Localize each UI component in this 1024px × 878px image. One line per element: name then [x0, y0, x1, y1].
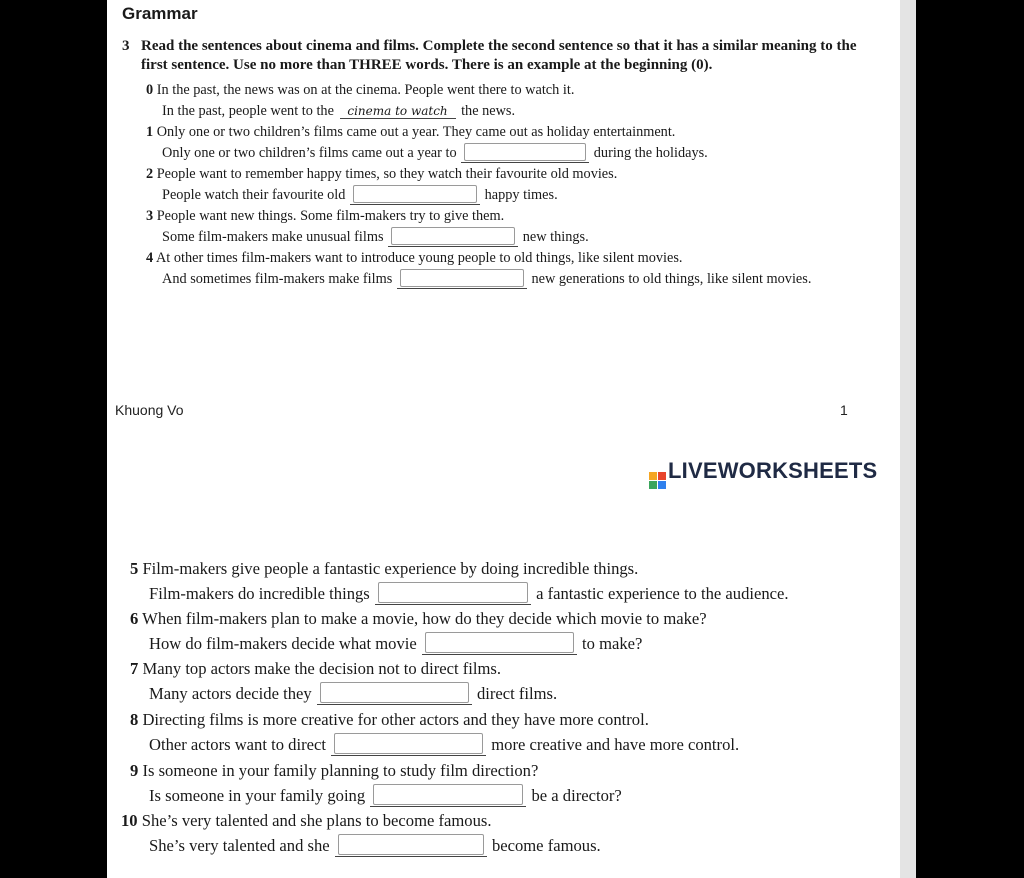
question-10 — [121, 811, 492, 831]
answer-blank-4[interactable] — [397, 271, 527, 289]
answer-input-5[interactable] — [378, 582, 528, 603]
rewrite-after: new things. — [522, 229, 589, 245]
rewrite-after: happy times. — [484, 187, 558, 203]
instruction-line-2: first sentence. Use no more than THREE words. There is an example at the beginning (0). — [141, 57, 713, 73]
rewrite-before: How do film-makers decide what movie — [149, 634, 417, 653]
first-sentence: Is someone in your family planning to study film direction? — [142, 761, 539, 780]
rewrite-9 — [149, 786, 622, 807]
question-number: 10 — [121, 811, 138, 830]
question-9 — [130, 761, 538, 781]
footer-author: Khuong Vo — [115, 402, 184, 418]
rewrite-before: People watch their favourite old — [162, 187, 346, 203]
answer-blank-1[interactable] — [461, 145, 589, 163]
answer-input-1[interactable] — [464, 143, 586, 161]
question-number: 2 — [146, 166, 154, 182]
question-number: 5 — [130, 559, 139, 578]
answer-input-10[interactable] — [338, 834, 484, 855]
answer-input-9[interactable] — [373, 784, 523, 805]
question-number: 7 — [130, 659, 139, 678]
rewrite-7 — [149, 684, 557, 705]
question-number: 9 — [130, 761, 139, 780]
first-sentence: People want new things. Some film-makers try to give them. — [156, 208, 505, 224]
question-number: 8 — [130, 710, 139, 729]
rewrite-after: be a director? — [531, 786, 622, 805]
first-sentence: Film-makers give people a fantastic experience by doing incredible things. — [142, 559, 639, 578]
answer-blank-6[interactable] — [422, 634, 577, 655]
example-answer: cinema to watch — [340, 104, 456, 119]
rewrite-after: more creative and have more control. — [491, 735, 740, 754]
answer-input-8[interactable] — [334, 733, 483, 754]
answer-blank-10[interactable] — [335, 836, 487, 857]
question-number: 6 — [130, 609, 139, 628]
section-title: Grammar — [122, 4, 198, 23]
rewrite-1 — [162, 145, 708, 163]
instruction-line-1: Read the sentences about cinema and films. Complete the second sentence so that it has a similar meaning to the — [141, 38, 857, 54]
rewrite-before: Only one or two children’s films came out a year to — [162, 145, 457, 161]
rewrite-6 — [149, 634, 642, 655]
question-number: 3 — [146, 208, 154, 224]
question-2 — [146, 166, 617, 183]
answer-blank-9[interactable] — [370, 786, 526, 807]
rewrite-after: the news. — [461, 103, 516, 119]
logo-square-1 — [649, 472, 657, 480]
logo-square-4 — [658, 481, 666, 489]
question-number: 4 — [146, 250, 154, 266]
question-0 — [146, 82, 574, 99]
answer-blank-5[interactable] — [375, 584, 531, 605]
question-number: 0 — [146, 82, 154, 98]
first-sentence: People want to remember happy times, so they watch their favourite old movies. — [156, 166, 618, 182]
answer-input-3[interactable] — [391, 227, 515, 245]
rewrite-8 — [149, 735, 739, 756]
question-3 — [146, 208, 504, 225]
rewrite-after: new generations to old things, like silent movies. — [531, 271, 812, 287]
question-5 — [130, 559, 638, 579]
rewrite-before: Other actors want to direct — [149, 735, 326, 754]
answer-input-2[interactable] — [353, 185, 477, 203]
footer-page-number: 1 — [840, 402, 848, 418]
question-4 — [146, 250, 682, 267]
logo-square-2 — [658, 472, 666, 480]
liveworksheets-logo-icon — [649, 472, 666, 489]
page-edge — [900, 0, 916, 878]
exercise-number: 3 — [122, 38, 130, 54]
rewrite-10 — [149, 836, 601, 857]
rewrite-4 — [162, 271, 811, 289]
question-number: 1 — [146, 124, 154, 140]
answer-input-4[interactable] — [400, 269, 524, 287]
rewrite-5 — [149, 584, 789, 605]
rewrite-0 — [162, 103, 515, 120]
question-6 — [130, 609, 707, 629]
answer-blank-8[interactable] — [331, 735, 486, 756]
rewrite-after: to make? — [582, 634, 643, 653]
answer-blank-3[interactable] — [388, 229, 518, 247]
question-8 — [130, 710, 649, 730]
rewrite-after: during the holidays. — [593, 145, 708, 161]
rewrite-before: In the past, people went to the — [162, 103, 334, 119]
rewrite-before: She’s very talented and she — [149, 836, 330, 855]
first-sentence: She’s very talented and she plans to become famous. — [141, 811, 492, 830]
first-sentence: When film-makers plan to make a movie, how do they decide which movie to make? — [142, 609, 707, 628]
rewrite-before: Some film-makers make unusual films — [162, 229, 384, 245]
rewrite-before: Many actors decide they — [149, 684, 312, 703]
first-sentence: In the past, the news was on at the cinema. People went there to watch it. — [156, 82, 575, 98]
rewrite-before: And sometimes film-makers make films — [162, 271, 393, 287]
first-sentence: Only one or two children’s films came out a year. They came out as holiday entertainment. — [156, 124, 676, 140]
question-7 — [130, 659, 501, 679]
rewrite-after: direct films. — [476, 684, 558, 703]
logo-text: LIVEWORKSHEETS — [668, 458, 878, 483]
answer-blank-2[interactable] — [350, 187, 480, 205]
rewrite-after: become famous. — [491, 836, 601, 855]
first-sentence: At other times film-makers want to introduce young people to old things, like silent movies. — [155, 250, 683, 266]
answer-blank-7[interactable] — [317, 684, 472, 705]
rewrite-3 — [162, 229, 589, 247]
first-sentence: Directing films is more creative for other actors and they have more control. — [142, 710, 649, 729]
answer-input-6[interactable] — [425, 632, 574, 653]
rewrite-after: a fantastic experience to the audience. — [536, 584, 789, 603]
answer-input-7[interactable] — [320, 682, 469, 703]
rewrite-2 — [162, 187, 558, 205]
question-1 — [146, 124, 675, 141]
logo-square-3 — [649, 481, 657, 489]
rewrite-before: Is someone in your family going — [149, 786, 366, 805]
liveworksheets-logo — [649, 458, 877, 489]
rewrite-before: Film-makers do incredible things — [149, 584, 370, 603]
first-sentence: Many top actors make the decision not to direct films. — [142, 659, 501, 678]
